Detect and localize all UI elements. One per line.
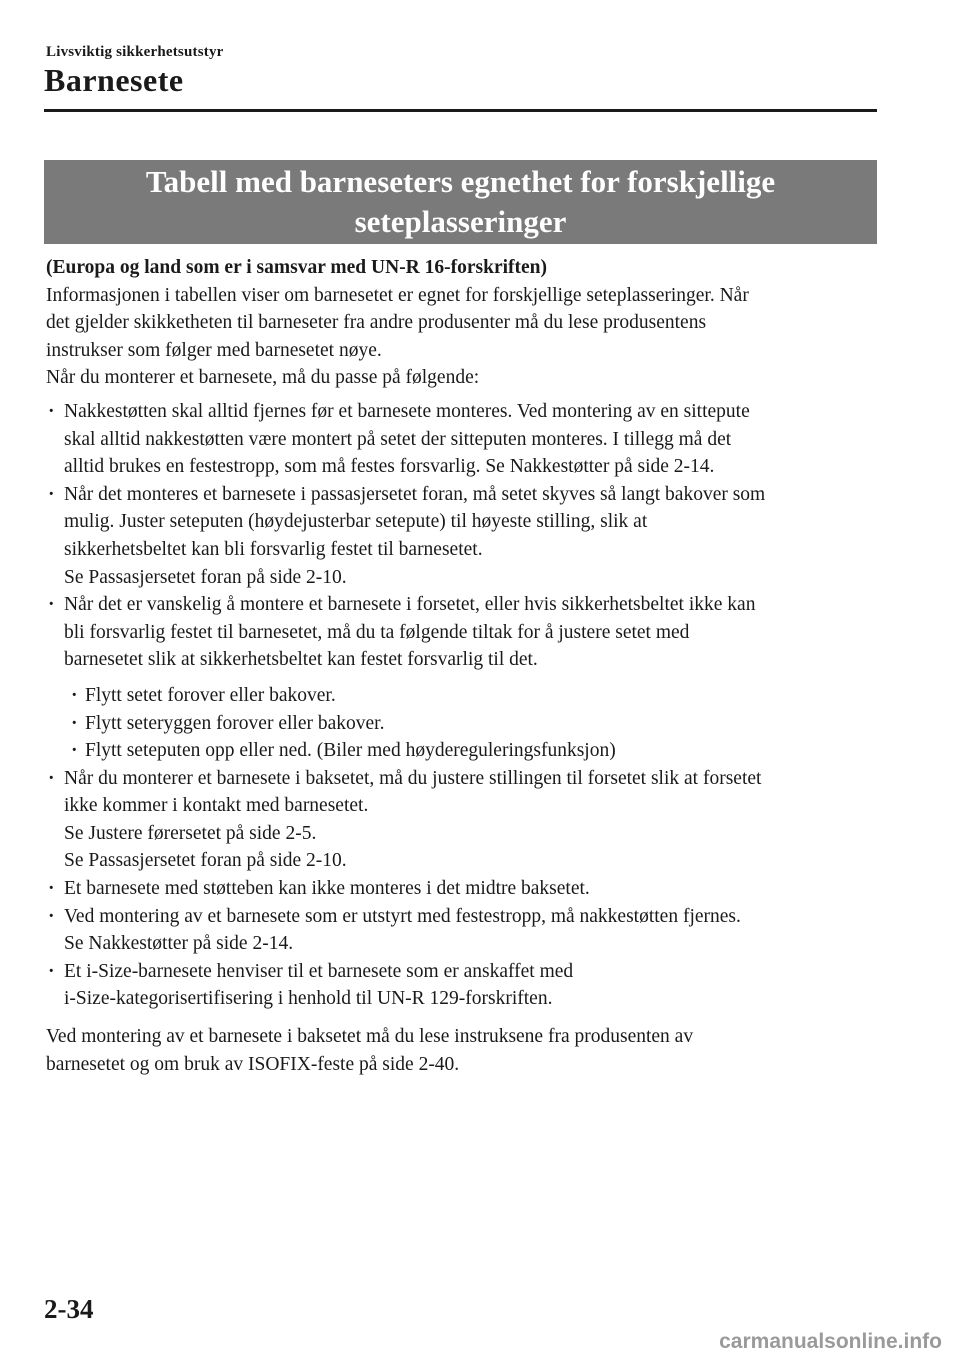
list-item-line: · Når det monteres et barnesete i passasjersetet foran, må setet skyves så langt bakover som — [64, 483, 766, 505]
list-item-line: bli forsvarlig festet til barnesetet, må du ta følgende tiltak for å justere setet med — [64, 621, 690, 643]
closing-paragraph — [46, 1023, 881, 1078]
sublist-item: · Flytt setet forover eller bakover. — [69, 682, 881, 710]
list-item — [46, 903, 881, 958]
list-item-line: · Ved montering av et barnesete som er utstyrt med festestropp, må nakkestøtten fjernes. — [64, 905, 741, 927]
section-label: Livsviktig sikkerhetsutstyr — [46, 44, 224, 60]
list-item — [46, 398, 881, 481]
section-banner — [44, 160, 877, 244]
list-item — [46, 481, 881, 591]
region-subheading: (Europa og land som er i samsvar med UN-R 16-forskriften) — [46, 257, 548, 278]
list-item-line: Se Justere førersetet på side 2-5. — [64, 822, 317, 844]
page-number: 2-34 — [44, 1294, 94, 1324]
list-item-line: · Når det er vanskelig å montere et barnesete i forsetet, eller hvis sikkerhetsbeltet ikke kan — [64, 594, 756, 616]
adjustment-sublist — [46, 682, 881, 765]
sublist-item: · Flytt seteryggen forover eller bakover. — [69, 710, 881, 738]
list-item-line: Se Nakkestøtter på side 2-14. — [64, 933, 294, 955]
intro-line: Informasjonen i tabellen viser om barnesetet er egnet for forskjellige seteplasseringer. Når — [46, 284, 749, 306]
intro-line: det gjelder skikketheten til barneseter fra andre produsenter må du lese produsentens — [46, 312, 707, 334]
precaution-list — [46, 398, 881, 674]
intro-line: Når du monterer et barnesete, må du passe på følgende: — [46, 367, 480, 389]
list-item-line: · Når du monterer et barnesete i baksetet, må du justere stillingen til forsetet slik at forsetet — [64, 767, 762, 789]
list-item-line: · Et i-Size-barnesete henviser til et barnesete som er anskaffet med — [64, 960, 574, 982]
list-item-line: i-Size-kategorisertifisering i henhold til UN-R 129-forskriften. — [64, 988, 553, 1010]
list-item — [46, 591, 881, 674]
closing-line: Ved montering av et barnesete i baksetet må du lese instruksene fra produsenten av — [46, 1026, 694, 1048]
list-item-line: barnesetet slik at sikkerhetsbeltet kan festet forsvarlig til det. — [64, 649, 538, 671]
list-item-line: · Et barnesete med støtteben kan ikke monteres i det midtre baksetet. — [64, 878, 590, 900]
precaution-list-continued — [46, 765, 881, 1013]
list-item-line: · Nakkestøtten skal alltid fjernes før et barnesete monteres. Ved montering av en sittepute — [64, 400, 750, 422]
watermark: carmanualsonline.info — [719, 1330, 942, 1353]
list-item — [46, 958, 881, 1013]
list-item-line: Se Passasjersetet foran på side 2-10. — [64, 850, 347, 872]
list-item-line: Se Passasjersetet foran på side 2-10. — [64, 566, 347, 588]
list-item-line: ikke kommer i kontakt med barnesetet. — [64, 795, 369, 817]
list-item-line: skal alltid nakkestøtten være montert på setet der sitteputen monteres. I tillegg må det — [64, 428, 732, 450]
list-item-line: sikkerhetsbeltet kan bli forsvarlig festet til barnesetet. — [64, 538, 483, 560]
list-item — [46, 765, 881, 875]
list-item-line: alltid brukes en festestropp, som må festes forsvarlig. Se Nakkestøtter på side 2-14. — [64, 456, 715, 478]
banner-title-line-1: Tabell med barneseters egnethet for forskjellige — [145, 164, 776, 199]
list-item-line: mulig. Juster seteputen (høydejusterbar setepute) til høyeste stilling, slik at — [64, 511, 648, 533]
closing-line: barnesetet og om bruk av ISOFIX-feste på side 2-40. — [46, 1053, 460, 1075]
intro-paragraph — [46, 282, 881, 392]
header-divider — [44, 109, 877, 112]
list-item — [46, 875, 881, 903]
chapter-title: Barnesete — [44, 62, 184, 98]
banner-title-line-2: seteplasseringer — [354, 204, 567, 239]
intro-line: instrukser som følger med barnesetet nøye. — [46, 339, 382, 361]
body-content — [46, 254, 881, 1078]
sublist-item: · Flytt seteputen opp eller ned. (Biler med høydereguleringsfunksjon) — [69, 737, 881, 765]
